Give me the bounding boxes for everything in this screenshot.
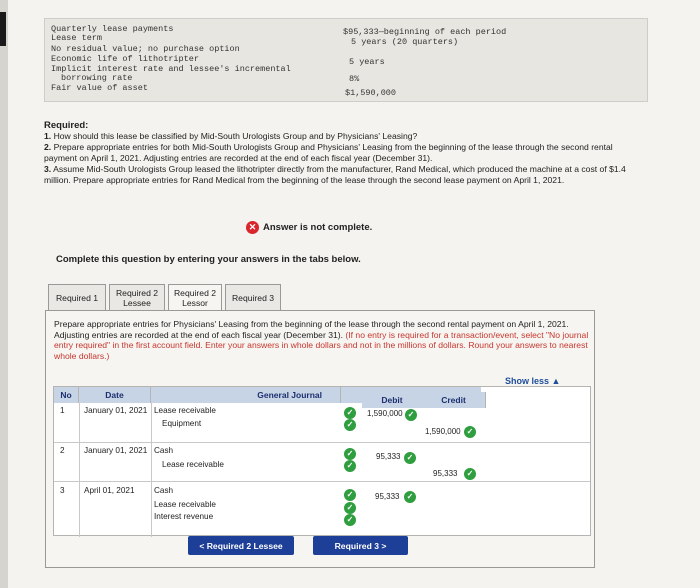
check-icon: ✓ xyxy=(404,491,416,503)
required-item-3: 3. Assume Mid-South Urologists Group leased the lithotripter directly from the manufacturer, Rand Medical, which produced the machine at a cost of $1.4 million. Prepare appropriate entries for Rand Medical from the beginning of the lease through the second lease payment on April 1, 2021. xyxy=(44,164,626,185)
term-label: Economic life of lithotripter xyxy=(51,54,199,64)
term-label: borrowing rate xyxy=(61,73,133,83)
check-icon: ✓ xyxy=(344,419,356,431)
term-value: 8% xyxy=(349,74,360,84)
header-general-journal: General Journal xyxy=(151,387,341,403)
entry-no: 2 xyxy=(60,446,65,455)
error-x-icon: ✕ xyxy=(246,221,259,234)
check-icon: ✓ xyxy=(464,426,476,438)
term-label: Implicit interest rate and lessee's incremental xyxy=(51,64,291,74)
term-value: 5 years (20 quarters) xyxy=(351,37,459,47)
debit-cell[interactable]: 95,333 xyxy=(375,492,400,501)
account-cell[interactable]: Lease receivable xyxy=(162,460,224,469)
credit-cell[interactable]: 95,333 xyxy=(433,469,458,478)
term-label: Quarterly lease payments xyxy=(51,24,174,34)
check-icon: ✓ xyxy=(344,448,356,460)
header-no: No xyxy=(54,387,79,403)
account-cell[interactable]: Cash xyxy=(154,446,174,455)
header-credit: Credit xyxy=(422,392,486,408)
account-cell[interactable]: Lease receivable xyxy=(154,500,216,509)
required-item-2: 2. Prepare appropriate entries for both Mid-South Urologists Group and Physicians' Leasing from the beginning of the lease through the second rental payment on April 1, 2021. Adjusting entries are recorded at the end of each fiscal year (December 31). xyxy=(44,142,613,163)
check-icon: ✓ xyxy=(405,409,417,421)
header-date: Date xyxy=(79,387,151,403)
term-value: $1,590,000 xyxy=(345,88,397,98)
next-required-3-button[interactable]: Required 3 > xyxy=(313,536,408,555)
prev-required-2-lessee-button[interactable]: < Required 2 Lessee xyxy=(188,536,294,555)
check-icon: ✓ xyxy=(344,489,356,501)
debit-cell[interactable]: 95,333 xyxy=(376,452,401,461)
required-heading: Required: xyxy=(44,120,89,131)
account-cell[interactable]: Equipment xyxy=(162,419,202,428)
account-cell[interactable]: Interest revenue xyxy=(154,512,214,521)
account-cell[interactable]: Lease receivable xyxy=(154,406,216,415)
row-divider xyxy=(54,442,590,443)
prepare-text: Prepare appropriate entries for Physicians' Leasing from the beginning of the lease through the second rental payment on April 1, 2021. Adjusting entries are recorded at the end of each fiscal year (December 31). xyxy=(54,319,569,340)
show-less-link[interactable]: Show less ▲ xyxy=(505,376,561,386)
tab-required-2-lessor[interactable]: Required 2 Lessor xyxy=(168,284,222,311)
dark-edge-mark xyxy=(0,12,6,46)
column-divider xyxy=(151,403,152,537)
term-label: No residual value; no purchase option xyxy=(51,44,240,54)
term-value: $95,333—beginning of each period xyxy=(343,27,507,37)
required-item-1: 1. How should this lease be classified by Mid-South Urologists Group and by Physicians' Leasing? xyxy=(44,131,418,141)
tab-required-3[interactable]: Required 3 xyxy=(225,284,281,311)
check-icon: ✓ xyxy=(464,468,476,480)
check-icon: ✓ xyxy=(344,407,356,419)
entry-no: 1 xyxy=(60,406,65,415)
account-cell[interactable]: Cash xyxy=(154,486,174,495)
status-text: Answer is not complete. xyxy=(263,222,373,233)
header-debit: Debit xyxy=(362,392,422,408)
check-icon: ✓ xyxy=(344,502,356,514)
required-list xyxy=(44,131,644,186)
entry-no: 3 xyxy=(60,486,65,495)
check-icon: ✓ xyxy=(404,452,416,464)
lease-terms-box xyxy=(44,18,648,102)
row-divider xyxy=(54,481,590,482)
entry-date[interactable]: January 01, 2021 xyxy=(84,446,148,455)
tab-bar xyxy=(48,284,284,311)
journal-table xyxy=(53,386,591,536)
debit-cell[interactable]: 1,590,000 xyxy=(367,409,403,418)
prepare-note: (If no entry is required for a transaction/event, select "No journal entry required" in the first account field. Enter your answers in whole dollars and not in the millions of dollars. Round your answers to nearest whole dollars.) xyxy=(54,329,589,361)
term-value: 5 years xyxy=(349,57,385,67)
instruction-text: Complete this question by entering your answers in the tabs below. xyxy=(56,254,361,265)
entry-date[interactable]: January 01, 2021 xyxy=(84,406,148,415)
tab-required-1[interactable]: Required 1 xyxy=(48,284,106,311)
credit-cell[interactable]: 1,590,000 xyxy=(425,427,461,436)
prepare-instructions xyxy=(54,319,589,361)
tab-required-2-lessee[interactable]: Required 2 Lessee xyxy=(109,284,165,311)
answer-status-banner xyxy=(246,221,372,234)
check-icon: ✓ xyxy=(344,460,356,472)
column-divider xyxy=(79,403,80,537)
check-icon: ✓ xyxy=(344,514,356,526)
entry-date[interactable]: April 01, 2021 xyxy=(84,486,135,495)
term-label: Fair value of asset xyxy=(51,83,148,93)
term-label: Lease term xyxy=(51,33,103,43)
